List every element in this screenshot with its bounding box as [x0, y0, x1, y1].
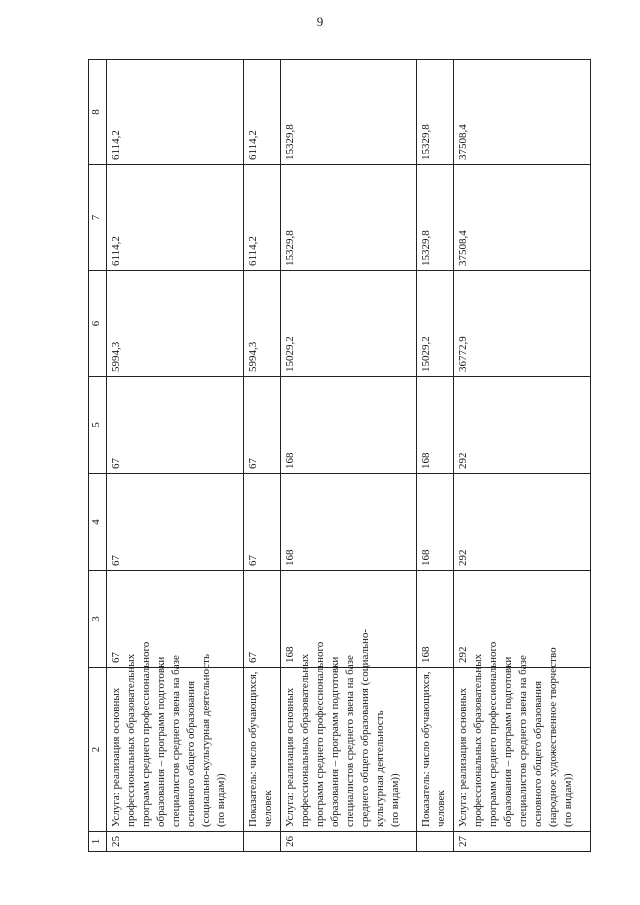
cell-col8: 6114,2	[243, 60, 280, 165]
table-header-row	[89, 60, 107, 852]
cell-col4: 292	[454, 474, 591, 571]
cell-col7: 6114,2	[243, 165, 280, 271]
row-index	[243, 832, 280, 852]
description-line: специалистов среднего звена на базе	[517, 655, 530, 827]
description-line: (по видам))	[214, 773, 227, 827]
description-line: специалистов среднего звена на базе	[169, 655, 182, 827]
column-header: 5	[89, 377, 107, 474]
description-line: человек	[261, 790, 274, 827]
description-line: образования – программ подготовки	[328, 656, 341, 827]
description-line: среднего общего образования (социально-	[358, 628, 371, 827]
column-header: 6	[89, 271, 107, 377]
column-header: 8	[89, 60, 107, 165]
column-header: 2	[89, 668, 107, 832]
description-line: основного общего образования	[184, 680, 197, 827]
description-line: основного общего образования	[532, 680, 545, 827]
row-index: 26	[280, 832, 417, 852]
data-table	[88, 59, 591, 852]
cell-col3: 168	[417, 571, 454, 668]
description-line: Услуга: реализация основных	[109, 687, 122, 827]
table-row	[280, 60, 417, 852]
cell-col3: 67	[243, 571, 280, 668]
description-line: профессиональных образовательных	[472, 653, 485, 827]
table-row	[417, 60, 454, 852]
column-header: 4	[89, 474, 107, 571]
cell-col4: 67	[106, 474, 243, 571]
cell-col5: 168	[280, 377, 417, 474]
description-line: (по видам))	[562, 773, 575, 827]
description-line: программ среднего профессионального	[487, 641, 500, 827]
description-line: (социально-культурная деятельность	[199, 654, 212, 827]
description-line: Показатель: число обучающихся,	[246, 671, 259, 827]
cell-col6: 15029,2	[280, 271, 417, 377]
row-index: 27	[454, 832, 591, 852]
cell-col3: 292	[454, 571, 591, 668]
description-line: программ среднего профессионального	[139, 641, 152, 827]
cell-col8: 15329,8	[280, 60, 417, 165]
cell-col7: 6114,2	[106, 165, 243, 271]
table-row	[454, 60, 591, 852]
description-line: образования – программ подготовки	[502, 656, 515, 827]
description-line: культурная деятельность	[373, 710, 386, 827]
cell-col3: 168	[280, 571, 417, 668]
cell-col5: 292	[454, 377, 591, 474]
description-line: (по видам))	[388, 773, 401, 827]
description-line: Услуга: реализация основных	[283, 687, 296, 827]
rotated-table-container	[88, 60, 591, 852]
column-header: 3	[89, 571, 107, 668]
row-description	[243, 668, 280, 832]
column-header: 7	[89, 165, 107, 271]
cell-col8: 37508,4	[454, 60, 591, 165]
table-row	[243, 60, 280, 852]
table-row	[106, 60, 243, 852]
row-index: 25	[106, 832, 243, 852]
description-line: Услуга: реализация основных	[457, 687, 470, 827]
cell-col3: 67	[106, 571, 243, 668]
description-line: Показатель: число обучающихся,	[420, 671, 433, 827]
cell-col6: 36772,9	[454, 271, 591, 377]
description-line: образования – программ подготовки	[154, 656, 167, 827]
cell-col6: 15029,2	[417, 271, 454, 377]
description-line: специалистов среднего звена на базе	[343, 655, 356, 827]
cell-col5: 168	[417, 377, 454, 474]
column-header: 1	[89, 832, 107, 852]
cell-col6: 5994,3	[106, 271, 243, 377]
cell-col7: 37508,4	[454, 165, 591, 271]
cell-col4: 67	[243, 474, 280, 571]
row-index	[417, 832, 454, 852]
description-line: программ среднего профессионального	[313, 641, 326, 827]
description-line: профессиональных образовательных	[124, 653, 137, 827]
cell-col6: 5994,3	[243, 271, 280, 377]
description-line: (народное художественное творчество	[547, 647, 560, 827]
description-line: профессиональных образовательных	[298, 653, 311, 827]
row-description	[417, 668, 454, 832]
page-number: 9	[316, 14, 324, 29]
cell-col5: 67	[106, 377, 243, 474]
cell-col7: 15329,8	[280, 165, 417, 271]
cell-col4: 168	[417, 474, 454, 571]
cell-col4: 168	[280, 474, 417, 571]
description-line: человек	[435, 790, 448, 827]
cell-col7: 15329,8	[417, 165, 454, 271]
cell-col8: 15329,8	[417, 60, 454, 165]
cell-col8: 6114,2	[106, 60, 243, 165]
cell-col5: 67	[243, 377, 280, 474]
